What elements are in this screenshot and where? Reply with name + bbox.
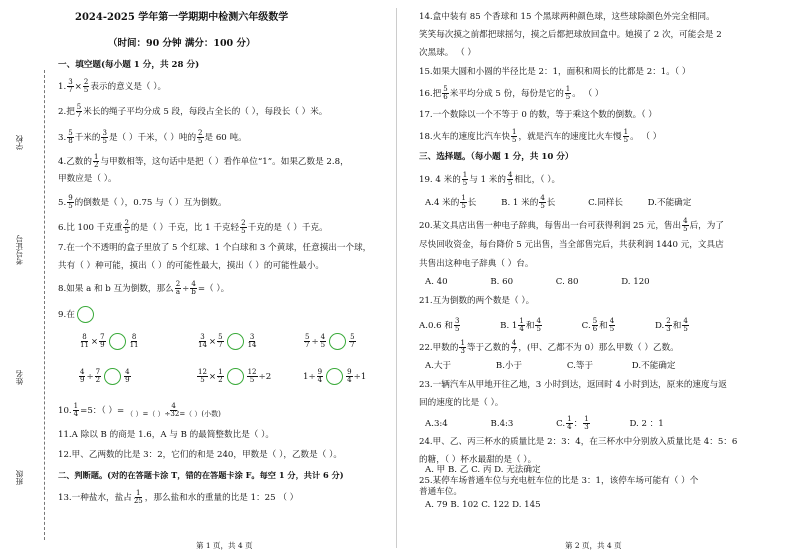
compare-2: $\frac{3}{14}$ × $\frac{5}{7}$ $\frac{3}{14}$ — [198, 333, 257, 349]
question-17: 17.一个数除以一个不等于 0 的数，等于乘这个数的倒数。（ ） — [419, 110, 657, 120]
sidebar-exam-id: 考号证号 — [15, 235, 24, 265]
section-fill-blank: 一、填空题(每小题 1 分，共 28 分) — [58, 60, 200, 70]
question-24-options[interactable]: A. 甲 B. 乙 C. 丙 D. 无法确定 — [425, 465, 541, 475]
question-23-options — [425, 416, 664, 431]
option-c[interactable]: C. $\frac{5}{6}$ 和 $\frac{4}{5}$ — [581, 317, 615, 333]
question-21: 21.互为倒数的两个数是（ ）。 — [419, 296, 535, 306]
question-18: 18.火车的速度比汽车快 $\frac{1}{5}$ ，就是汽车的速度比火车慢 $\frac{1}{5}$ 。 （ ） — [419, 128, 662, 144]
section-choice: 三、选择题。（每小题 1 分，共 10 分） — [419, 152, 574, 162]
question-3: 3. $\frac{5}{8}$ 千米的 $\frac{3}{5}$ 是（ ）千米，（ ）吨的 $\frac{2}{5}$ 是 60 吨。 — [58, 129, 247, 145]
option-d[interactable]: D.不能确定 — [631, 361, 676, 371]
question-23: 23.一辆汽车从甲地开往乙地，3 小时到达，返回时 4 小时到达，原来的速度与返 — [419, 380, 727, 390]
option-c[interactable]: C.同样长 — [588, 198, 623, 208]
question-25-options[interactable]: A. 79 B. 102 C. 122 D. 145 — [425, 500, 541, 510]
option-c[interactable]: C.等于 — [566, 361, 594, 371]
sidebar-school: 学校 — [15, 135, 24, 150]
option-a[interactable]: A. 40 — [425, 277, 448, 287]
question-16: 16.把 $\frac{5}{6}$ 米平均分成 5 份，每份是它的 $\frac{1}{5}$ 。 （ ） — [419, 85, 604, 101]
question-6: 6.比 100 千克重 $\frac{2}{5}$ 的是（ ）千克，比 1 千克轻 $\frac{2}{5}$ 千克的是（ ）千克。 — [58, 219, 328, 235]
compare-3: $\frac{5}{7}$ ÷ $\frac{4}{5}$ $\frac{5}{7}$ — [305, 333, 355, 349]
option-b[interactable]: B.4:3 — [490, 419, 514, 429]
page-footer: 第 1 页，共 4 页 — [196, 541, 253, 550]
option-a[interactable]: A.3:4 — [425, 419, 448, 429]
question-20-cont: 尽快回收资金，每台降价 5 元出售，当全部售完后，共获利润 1440 元，文具店 — [419, 240, 724, 250]
option-d[interactable]: D. 2 ：1 — [629, 419, 664, 429]
option-b[interactable]: B. 60 — [490, 277, 514, 287]
question-14: 14.盒中装有 85 个香球和 15 个黑球两种颜色球，这些球除颜色外完全相同。 — [419, 12, 715, 22]
question-21-options — [419, 318, 690, 333]
page-subtitle: （时间：90 分钟 满分：100 分） — [108, 38, 256, 49]
question-2: 2.把 $\frac{5}{7}$ 米长的绳子平均分成 5 段，每段占全长的（ ），每段长（ ）米。 — [58, 103, 328, 119]
option-d[interactable]: D. $\frac{2}{3}$ 和 $\frac{4}{5}$ — [654, 317, 688, 333]
option-b[interactable]: B. 1 米的 $\frac{4}{5}$ 长 — [501, 194, 556, 210]
question-10: 10. $\frac{1}{4}$ =5：（ ）= 4 （ ）=（ ）÷32=（ ）(小数) — [58, 402, 221, 418]
question-9: 9.在 — [58, 306, 96, 323]
binding-line — [44, 70, 45, 540]
question-1: 1. $\frac{3}{7}$ × $\frac{2}{5}$ 表示的意义是（ ）。 — [58, 78, 167, 94]
question-19: 19. 4 米的 $\frac{1}{5}$ 与 1 米的 $\frac{4}{5}$ 相比，（ ）。 — [419, 171, 561, 187]
section-true-false: 二、判断题。(对的在答题卡涂 T，错的在答题卡涂 F。每空 1 分，共计 6 分) — [58, 470, 344, 480]
option-d[interactable]: D. 120 — [621, 277, 650, 287]
option-d[interactable]: D.不能确定 — [647, 198, 692, 208]
question-7-cont: 共有（ ）种可能，摸出（ ）的可能性最大，摸出（ ）的可能性最小。 — [58, 261, 325, 271]
answer-circle[interactable] — [109, 333, 126, 350]
option-c[interactable]: C. 80 — [555, 277, 579, 287]
question-25-cont: 普通车位。 — [419, 487, 462, 497]
question-14-cont2: 次黑球。 （ ） — [419, 48, 477, 58]
answer-circle[interactable] — [227, 368, 244, 385]
compare-4: $\frac{4}{9}$ ÷ $\frac{7}{2}$ $\frac{4}{9}$ — [80, 368, 130, 384]
question-24-cont: 的糖，（ ）杯水最甜的是（ ）。 — [419, 455, 537, 465]
option-b[interactable]: B. 1 $\frac{1}{4}$ 和 $\frac{4}{5}$ — [500, 317, 541, 333]
option-b[interactable]: B.小于 — [495, 361, 523, 371]
question-8: 8.如果 a 和 b 互为倒数，那么 $\frac{2}{a}$ ÷ $\frac{4}{b}$ =（ ）。 — [58, 280, 230, 296]
sidebar-class: 班级 — [15, 470, 24, 485]
page-2 — [397, 0, 794, 560]
compare-1: $\frac{8}{11}$ × $\frac{7}{9}$ $\frac{8}{11}$ — [80, 333, 139, 349]
question-13: 13.一种盐水，盐占 $\frac{1}{25}$ ，那么盐和水的重量的比是 1：25 （ ） — [58, 489, 299, 505]
question-4-cont: 甲数应是（ ）。 — [58, 174, 117, 184]
compare-5: $\frac{12}{5}$ × $\frac{1}{2}$ $\frac{12}{5}$ ÷2 — [198, 368, 272, 384]
question-12: 12.甲、乙两数的比是 3：2，它们的和是 240，甲数是（ ），乙数是（ ）。 — [58, 450, 342, 460]
question-7: 7.在一个不透明的盒子里放了 5 个红球、1 个白球和 3 个黄球，任意摸出一个球， — [58, 243, 372, 253]
question-25: 25.某停车场普通车位与充电桩车位的比是 3：1，该停车场可能有（ ）个 — [419, 476, 699, 486]
question-14-cont: 笑笑每次摸之前都把球摇匀，摸之后都把球放回盒中。她摸了 2 次，可能会是 2 — [419, 30, 722, 40]
option-c[interactable]: C. $\frac{1}{4}$ ： $\frac{1}{3}$ — [556, 415, 589, 431]
answer-circle[interactable] — [329, 333, 346, 350]
option-a[interactable]: A.大于 — [425, 361, 452, 371]
page-title: 2024-2025 学年第一学期期中检测六年级数学 — [75, 12, 289, 23]
answer-circle[interactable] — [326, 368, 343, 385]
question-22: 22.甲数的 $\frac{1}{3}$ 等于乙数的 $\frac{4}{7}$ ，(甲、乙都不为 0）那么甲数（ ）乙数。 — [419, 339, 679, 355]
question-4: 4.乙数的 $\frac{1}{2}$ 与甲数相等，这句话中是把（ ）看作单位“1”。如果乙数是 2.8， — [58, 153, 349, 169]
answer-circle[interactable] — [227, 333, 244, 350]
page-footer: 第 2 页，共 4 页 — [565, 541, 622, 550]
question-19-options — [425, 195, 691, 210]
question-20-cont2: 共售出这种电子辞典（ ）台。 — [419, 259, 534, 269]
question-20: 20.某文具店出售一种电子辞典，每售出一台可获得利润 25 元，售出 $\frac{4}{5}$ 后，为了 — [419, 217, 724, 233]
option-a[interactable]: A.4 米的 $\frac{1}{5}$ 长 — [425, 194, 477, 210]
question-24: 24.甲、乙、丙三杯水的质量比是 2：3：4，在三杯水中分别放入质量比是 4：5：6 — [419, 437, 738, 447]
question-11: 11.A 除以 B 的商是 1.6，A 与 B 的最简整数比是（ ）。 — [58, 430, 275, 440]
question-23-cont: 回的速度的比是（ ）。 — [419, 398, 504, 408]
answer-circle[interactable] — [104, 368, 121, 385]
answer-circle[interactable] — [77, 306, 94, 323]
sidebar-name: 姓名 — [15, 370, 24, 385]
question-20-options — [425, 277, 650, 288]
question-5: 5. $\frac{9}{5}$ 的倒数是（ ），0.75 与（ ）互为倒数。 — [58, 194, 227, 210]
question-22-options — [425, 361, 676, 372]
option-a[interactable]: A.0.6 和 $\frac{3}{5}$ — [419, 317, 460, 333]
question-15: 15.如果大圆和小圆的半径比是 2：1，面积和周长的比都是 2：1。（ ） — [419, 67, 691, 77]
compare-6: 1÷ $\frac{9}{4}$ $\frac{9}{4}$ ÷1 — [303, 368, 367, 384]
